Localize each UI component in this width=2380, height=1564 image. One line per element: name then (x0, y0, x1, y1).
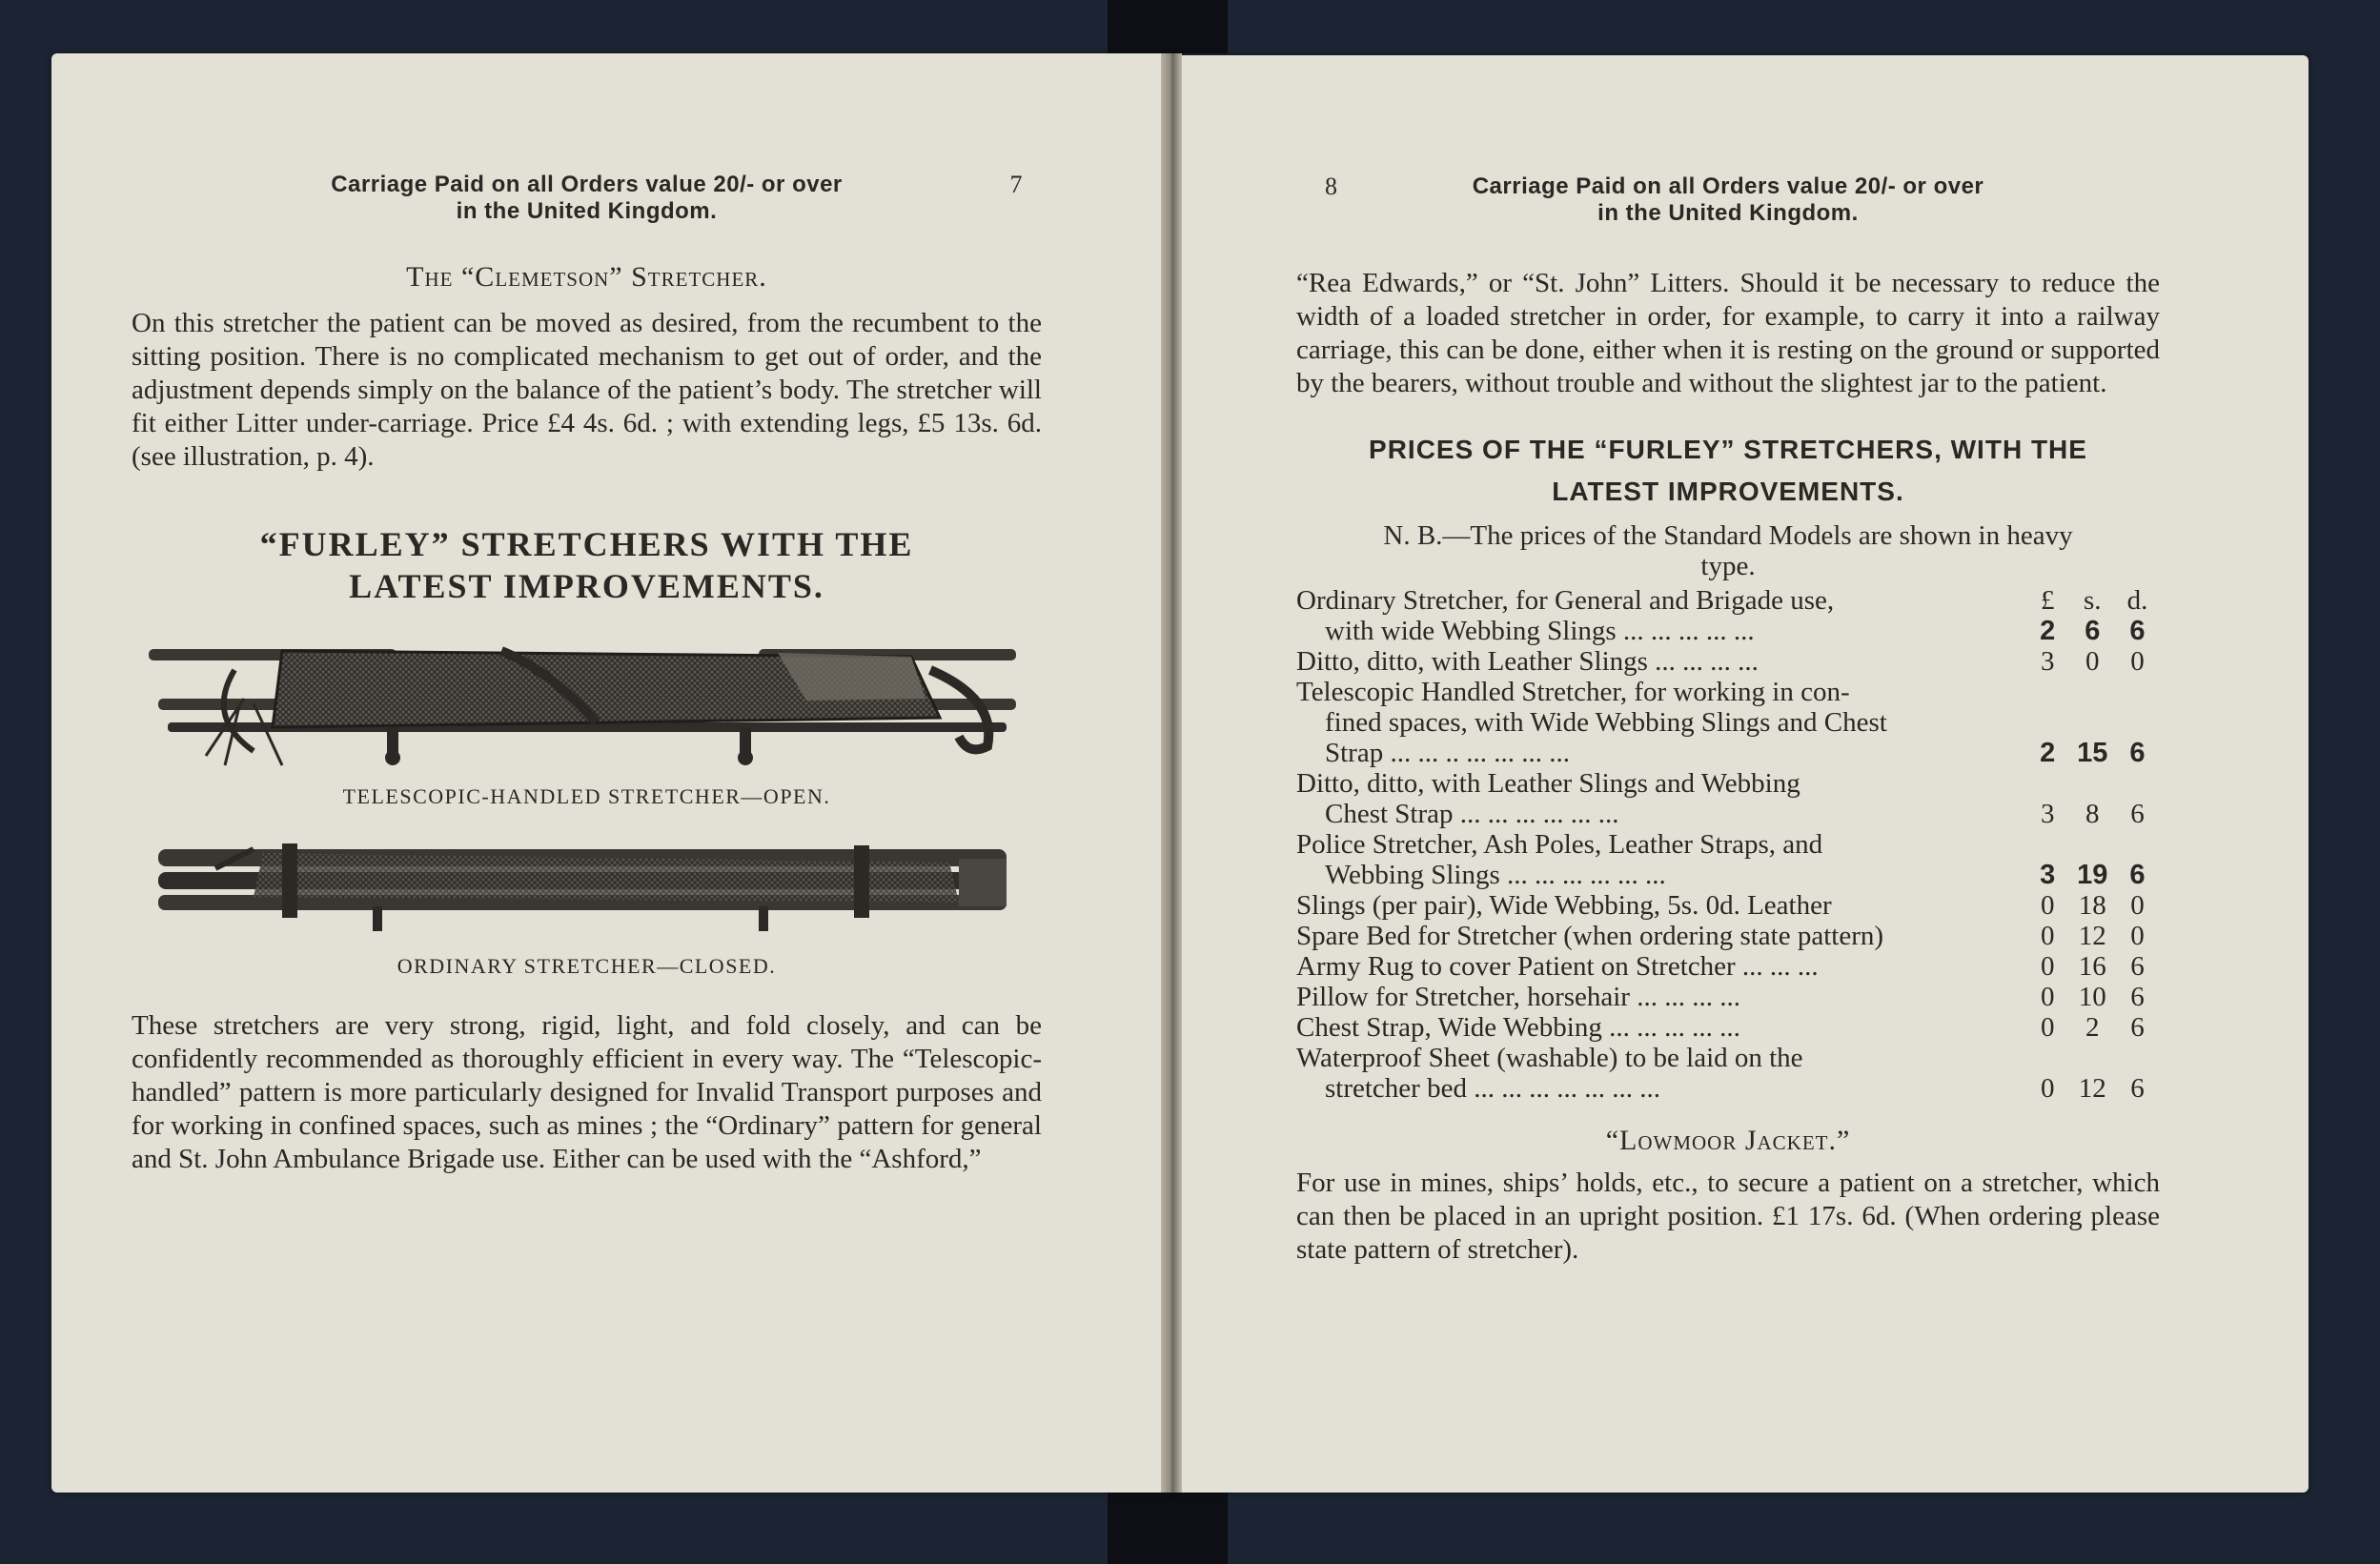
price-pounds: 2 (2040, 616, 2056, 646)
header-line-2: in the United Kingdom. (1597, 200, 1859, 226)
price-pence: 6 (2130, 1073, 2145, 1104)
price-shillings: 12 (2078, 921, 2106, 951)
price-row-line (1296, 921, 2160, 951)
column-header-shillings: s. (2084, 585, 2102, 616)
price-pence: 6 (2130, 1012, 2145, 1043)
column-header-pounds: £ (2040, 585, 2055, 616)
price-item-description: Chest Strap ... ... ... ... ... ... (1325, 799, 1619, 829)
price-item-description: stretcher bed ... ... ... ... ... ... ... (1325, 1073, 1660, 1104)
price-row-line (1296, 616, 2160, 646)
left-running-header (132, 172, 1042, 225)
lowmoor-title: “Lowmoor Jacket.” (1605, 1125, 1851, 1156)
price-item-description: Pillow for Stretcher, horsehair ... ... ... ... (1296, 982, 1740, 1012)
furley-title-line-1: “FURLEY” STRETCHERS WITH THE (259, 525, 914, 563)
prices-title-line-1: PRICES OF THE “FURLEY” STRETCHERS, WITH THE (1369, 435, 2087, 464)
right-running-header (1296, 173, 2160, 227)
price-pounds: 0 (2040, 951, 2055, 982)
price-pence: 6 (2129, 860, 2146, 890)
price-shillings: 0 (2085, 646, 2100, 677)
price-item-description: Telescopic Handled Stretcher, for working in con- (1296, 677, 1850, 707)
price-row-line (1296, 799, 2160, 829)
price-pence: 6 (2130, 982, 2145, 1012)
clemetson-title: The “Clemetson” Stretcher. (406, 261, 767, 293)
furley-title-line-2: LATEST IMPROVEMENTS. (349, 567, 824, 605)
continued-paragraph: “Rea Edwards,” or “St. John” Litters. Should it be necessary to reduce the width of a loaded stretcher in order, for example, to carry it into a railway carriage, this can be done, either when it is resting on the ground or supported by the bearers, without trouble and without the slightest jar to the patient. (1296, 268, 2160, 398)
price-pounds: 0 (2040, 890, 2055, 921)
price-pounds: 2 (2040, 738, 2056, 768)
price-shillings: 6 (2085, 616, 2101, 646)
right-page-content (1296, 173, 2160, 1267)
price-row-line (1296, 1012, 2160, 1043)
prices-title (1296, 429, 2160, 513)
price-item-description: with wide Webbing Slings ... ... ... ... ... (1325, 616, 1755, 646)
price-shillings: 19 (2077, 860, 2108, 890)
price-table (1296, 585, 2160, 1104)
price-row-line (1296, 860, 2160, 890)
price-pounds: 0 (2040, 1012, 2055, 1043)
telescopic-stretcher-open-illustration (149, 632, 1026, 775)
price-pounds: 3 (2040, 860, 2056, 890)
price-pounds: 0 (2040, 921, 2055, 951)
price-row-line (1296, 707, 2160, 738)
price-row-line (1296, 646, 2160, 677)
header-line-1: Carriage Paid on all Orders value 20/- or over (1472, 173, 1984, 199)
price-item-description: Strap ... ... .. ... ... ... ... (1325, 738, 1570, 768)
price-item-description: Ditto, ditto, with Leather Slings and Webbing (1296, 768, 1800, 799)
price-item-description: Army Rug to cover Patient on Stretcher ... ... ... (1296, 951, 1819, 982)
price-pounds: 0 (2040, 1073, 2055, 1104)
price-item-description: fined spaces, with Wide Webbing Slings and Chest (1325, 707, 1887, 738)
price-row-line (1296, 677, 2160, 707)
prices-title-line-2: LATEST IMPROVEMENTS. (1552, 477, 1904, 506)
price-item-description: Slings (per pair), Wide Webbing, 5s. 0d. Leather (1296, 890, 1832, 921)
nb-note (1296, 520, 2160, 581)
header-line-1: Carriage Paid on all Orders value 20/- or over (331, 172, 843, 197)
book-spine-top (1108, 0, 1228, 53)
price-row-line (1296, 1073, 2160, 1104)
price-shillings: 2 (2085, 1012, 2100, 1043)
price-row-line (1296, 585, 2160, 616)
page-number: 8 (1325, 173, 1338, 200)
price-item-description: Ordinary Stretcher, for General and Brigade use, (1296, 585, 1835, 616)
price-pounds: 3 (2040, 799, 2055, 829)
page-number: 7 (1009, 171, 1023, 198)
price-row-line (1296, 951, 2160, 982)
nb-line-1: N. B.—The prices of the Standard Models are shown in heavy (1383, 520, 2073, 551)
price-shillings: 10 (2078, 982, 2106, 1012)
price-pence: 6 (2130, 951, 2145, 982)
ordinary-stretcher-closed-illustration (149, 840, 1026, 944)
left-page-content (132, 172, 1042, 1176)
clemetson-paragraph: On this stretcher the patient can be moved as desired, from the recumbent to the sitting position. There is no complicated mechanism to get out of order, and the adjustment depends simply on the balance of the patient’s body. The stretcher will fit either Litter under-carriage. Price £4 4s. 6d. ; with extending legs, £5 13s. 6d. (see illustration, p. 4). (132, 308, 1042, 472)
price-item-description: Waterproof Sheet (washable) to be laid on the (1296, 1043, 1803, 1073)
furley-description-paragraph: These stretchers are very strong, rigid, light, and fold closely, and can be confidently recommended as thoroughly efficient in every way. The “Telescopic-handled” pattern is more particularly designed for Invalid Transport purposes and for working in confined spaces, such as mines ; the “Ordinary” pattern for general and St. John Ambulance Brigade use. Either can be used with the “Ashford,” (132, 1010, 1042, 1174)
price-pounds: 3 (2040, 646, 2055, 677)
price-row-line (1296, 829, 2160, 860)
price-pence: 6 (2129, 616, 2146, 646)
book-spine-bottom (1108, 1493, 1228, 1564)
price-shillings: 12 (2078, 1073, 2106, 1104)
lowmoor-paragraph: For use in mines, ships’ holds, etc., to secure a patient on a stretcher, which can then be placed in an upright position. £1 17s. 6d. (When ordering please state pattern of stretcher). (1296, 1168, 2160, 1265)
price-row-line (1296, 982, 2160, 1012)
price-shillings: 15 (2077, 738, 2108, 768)
price-pence: 6 (2130, 799, 2145, 829)
header-line-2: in the United Kingdom. (456, 198, 718, 224)
price-shillings: 8 (2085, 799, 2100, 829)
price-row-line (1296, 1043, 2160, 1073)
price-item-description: Webbing Slings ... ... ... ... ... ... (1325, 860, 1666, 890)
price-shillings: 16 (2078, 951, 2106, 982)
price-pence: 6 (2129, 738, 2146, 768)
price-row-line (1296, 768, 2160, 799)
price-pence: 0 (2130, 921, 2145, 951)
caption-open: TELESCOPIC-HANDLED STRETCHER—OPEN. (342, 784, 831, 808)
price-pounds: 0 (2040, 982, 2055, 1012)
price-row-line (1296, 738, 2160, 768)
price-pence: 0 (2130, 890, 2145, 921)
price-row-line (1296, 890, 2160, 921)
nb-line-2: type. (1700, 551, 1756, 581)
price-pence: 0 (2130, 646, 2145, 677)
column-header-pence: d. (2126, 585, 2148, 616)
price-item-description: Chest Strap, Wide Webbing ... ... ... ... ... (1296, 1012, 1740, 1043)
price-item-description: Police Stretcher, Ash Poles, Leather Straps, and (1296, 829, 1823, 860)
book-gutter (1161, 53, 1182, 1493)
price-item-description: Ditto, ditto, with Leather Slings ... ... ... ... (1296, 646, 1759, 677)
price-shillings: 18 (2078, 890, 2106, 921)
price-item-description: Spare Bed for Stretcher (when ordering state pattern) (1296, 921, 1884, 951)
furley-title (132, 523, 1042, 607)
caption-closed: ORDINARY STRETCHER—CLOSED. (397, 954, 777, 978)
